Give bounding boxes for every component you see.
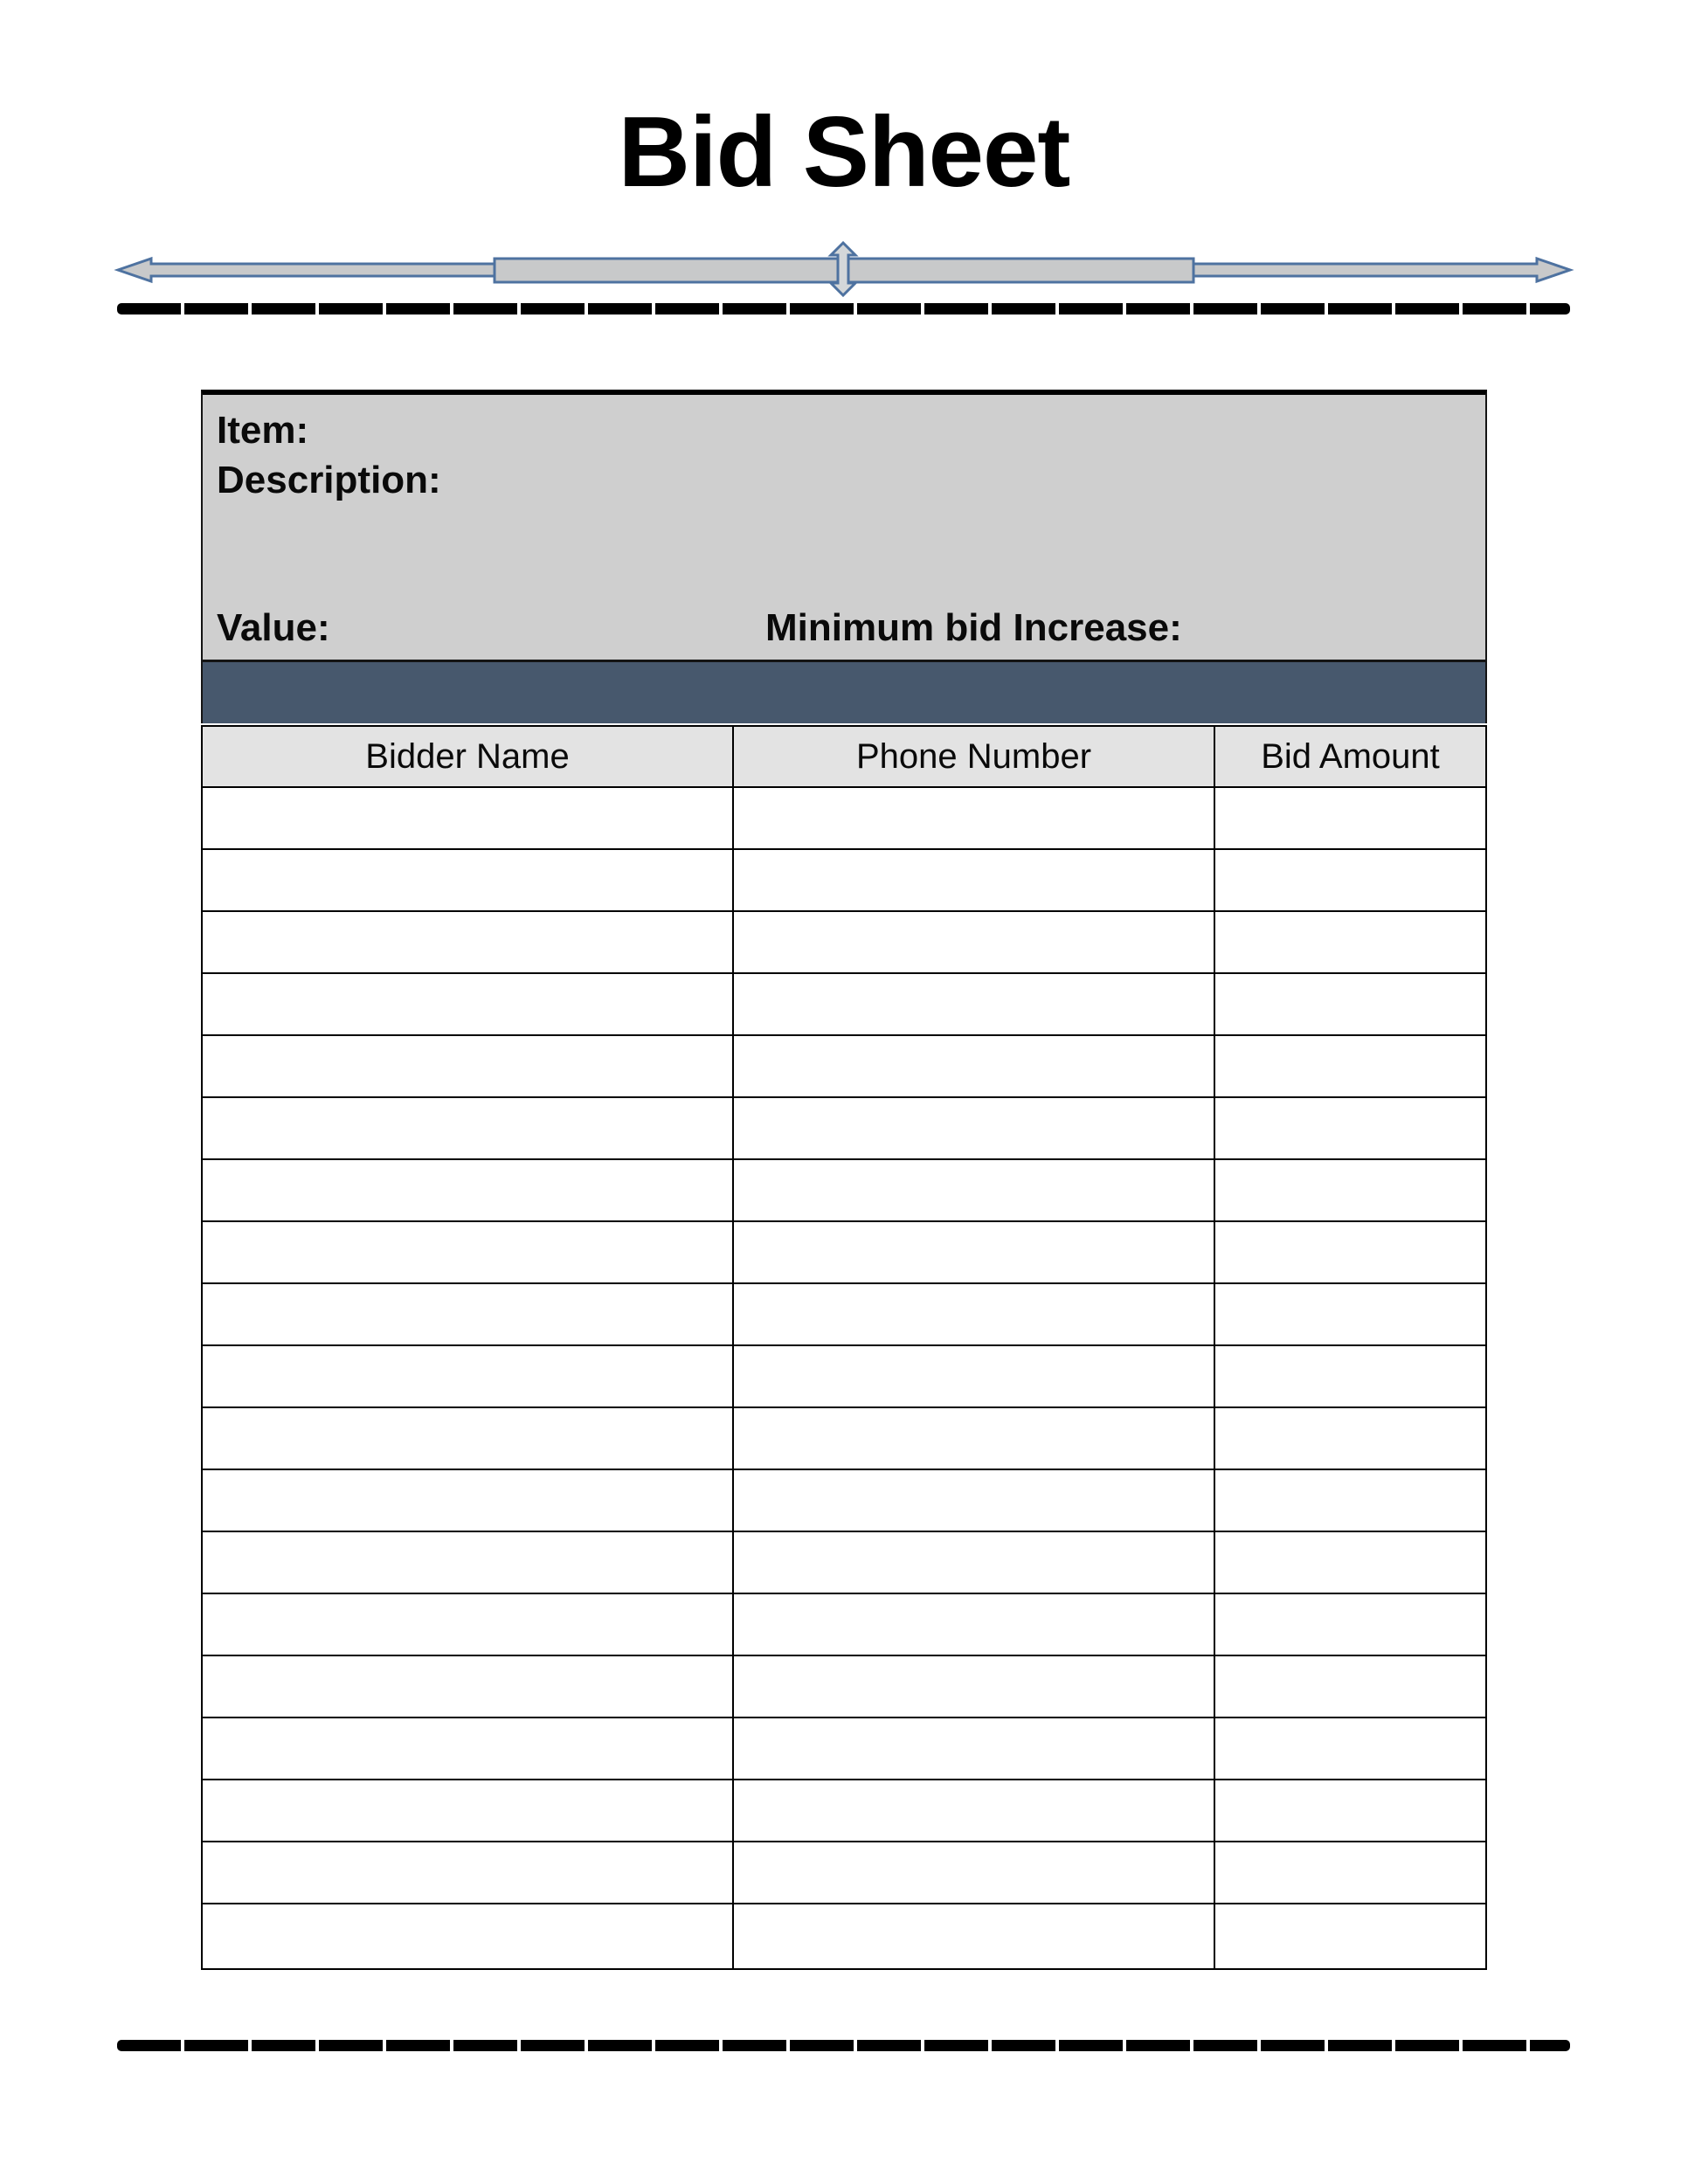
table-cell[interactable] xyxy=(734,912,1215,974)
table-header-row xyxy=(203,727,1485,788)
table-cell[interactable] xyxy=(1215,1346,1485,1408)
table-row xyxy=(203,1284,1485,1346)
table-cell[interactable] xyxy=(1215,1532,1485,1594)
table-cell[interactable] xyxy=(734,1346,1215,1408)
table-row xyxy=(203,1036,1485,1098)
table-cell[interactable] xyxy=(734,1842,1215,1904)
table-row xyxy=(203,912,1485,974)
table-cell[interactable] xyxy=(203,1656,734,1718)
table-row xyxy=(203,1408,1485,1470)
divider-decoration xyxy=(105,236,1583,306)
table-cell[interactable] xyxy=(1215,1842,1485,1904)
table-cell[interactable] xyxy=(1215,1718,1485,1780)
table-row xyxy=(203,1222,1485,1284)
table-cell[interactable] xyxy=(734,1222,1215,1284)
table-cell[interactable] xyxy=(1215,1160,1485,1222)
table-cell[interactable] xyxy=(734,1284,1215,1346)
table-cell[interactable] xyxy=(203,1222,734,1284)
table-row xyxy=(203,1160,1485,1222)
table-cell[interactable] xyxy=(1215,912,1485,974)
minimum-bid-increase-label: Minimum bid Increase: xyxy=(765,606,1182,649)
table-cell[interactable] xyxy=(1215,1284,1485,1346)
table-cell[interactable] xyxy=(734,1098,1215,1160)
item-label: Item: xyxy=(217,409,309,452)
table-cell[interactable] xyxy=(1215,850,1485,912)
table-cell[interactable] xyxy=(203,1904,734,1968)
table-cell[interactable] xyxy=(1215,1222,1485,1284)
table-row xyxy=(203,1656,1485,1718)
table-cell[interactable] xyxy=(1215,788,1485,850)
table-cell[interactable] xyxy=(203,912,734,974)
value-label: Value: xyxy=(217,606,330,649)
table-row xyxy=(203,1098,1485,1160)
table-cell[interactable] xyxy=(203,1470,734,1532)
table-cell[interactable] xyxy=(734,788,1215,850)
column-header-phone-number: Phone Number xyxy=(734,727,1215,788)
table-cell[interactable] xyxy=(734,1160,1215,1222)
page-title: Bid Sheet xyxy=(618,97,1070,208)
table-cell[interactable] xyxy=(203,974,734,1036)
table-row xyxy=(203,1346,1485,1408)
table-cell[interactable] xyxy=(734,1470,1215,1532)
table-row xyxy=(203,850,1485,912)
table-cell[interactable] xyxy=(1215,1408,1485,1470)
table-cell[interactable] xyxy=(203,1098,734,1160)
table-cell[interactable] xyxy=(1215,1098,1485,1160)
accent-bar xyxy=(201,662,1487,723)
table-cell[interactable] xyxy=(1215,1780,1485,1842)
table-cell[interactable] xyxy=(734,1036,1215,1098)
table-cell[interactable] xyxy=(203,1718,734,1780)
table-cell[interactable] xyxy=(734,1780,1215,1842)
table-cell[interactable] xyxy=(734,1718,1215,1780)
table-row xyxy=(203,1904,1485,1968)
bid-table-body xyxy=(203,788,1485,1968)
table-cell[interactable] xyxy=(734,1656,1215,1718)
table-cell[interactable] xyxy=(203,788,734,850)
description-label: Description: xyxy=(217,459,441,501)
table-cell[interactable] xyxy=(203,1346,734,1408)
column-header-bidder-name: Bidder Name xyxy=(203,727,734,788)
table-row xyxy=(203,974,1485,1036)
table-cell[interactable] xyxy=(1215,1594,1485,1656)
table-cell[interactable] xyxy=(734,850,1215,912)
table-row xyxy=(203,1594,1485,1656)
table-row xyxy=(203,788,1485,850)
table-cell[interactable] xyxy=(203,1842,734,1904)
table-cell[interactable] xyxy=(734,1904,1215,1968)
table-cell[interactable] xyxy=(203,1160,734,1222)
table-row xyxy=(203,1718,1485,1780)
table-cell[interactable] xyxy=(203,1594,734,1656)
table-cell[interactable] xyxy=(1215,1470,1485,1532)
table-cell[interactable] xyxy=(203,1036,734,1098)
table-cell[interactable] xyxy=(203,1780,734,1842)
item-info-box[interactable] xyxy=(201,390,1487,662)
table-cell[interactable] xyxy=(203,850,734,912)
table-cell[interactable] xyxy=(1215,1656,1485,1718)
table-row xyxy=(203,1842,1485,1904)
table-row xyxy=(203,1532,1485,1594)
bid-table xyxy=(201,725,1487,1970)
table-cell[interactable] xyxy=(734,1408,1215,1470)
table-cell[interactable] xyxy=(203,1532,734,1594)
table-cell[interactable] xyxy=(1215,1036,1485,1098)
table-row xyxy=(203,1470,1485,1532)
table-cell[interactable] xyxy=(734,1594,1215,1656)
table-cell[interactable] xyxy=(734,974,1215,1036)
table-row xyxy=(203,1780,1485,1842)
table-cell[interactable] xyxy=(1215,974,1485,1036)
table-cell[interactable] xyxy=(1215,1904,1485,1968)
top-dashed-rule xyxy=(117,303,1570,314)
table-cell[interactable] xyxy=(203,1284,734,1346)
column-header-bid-amount: Bid Amount xyxy=(1215,727,1485,788)
table-cell[interactable] xyxy=(203,1408,734,1470)
table-cell[interactable] xyxy=(734,1532,1215,1594)
bottom-dashed-rule xyxy=(117,2040,1570,2051)
